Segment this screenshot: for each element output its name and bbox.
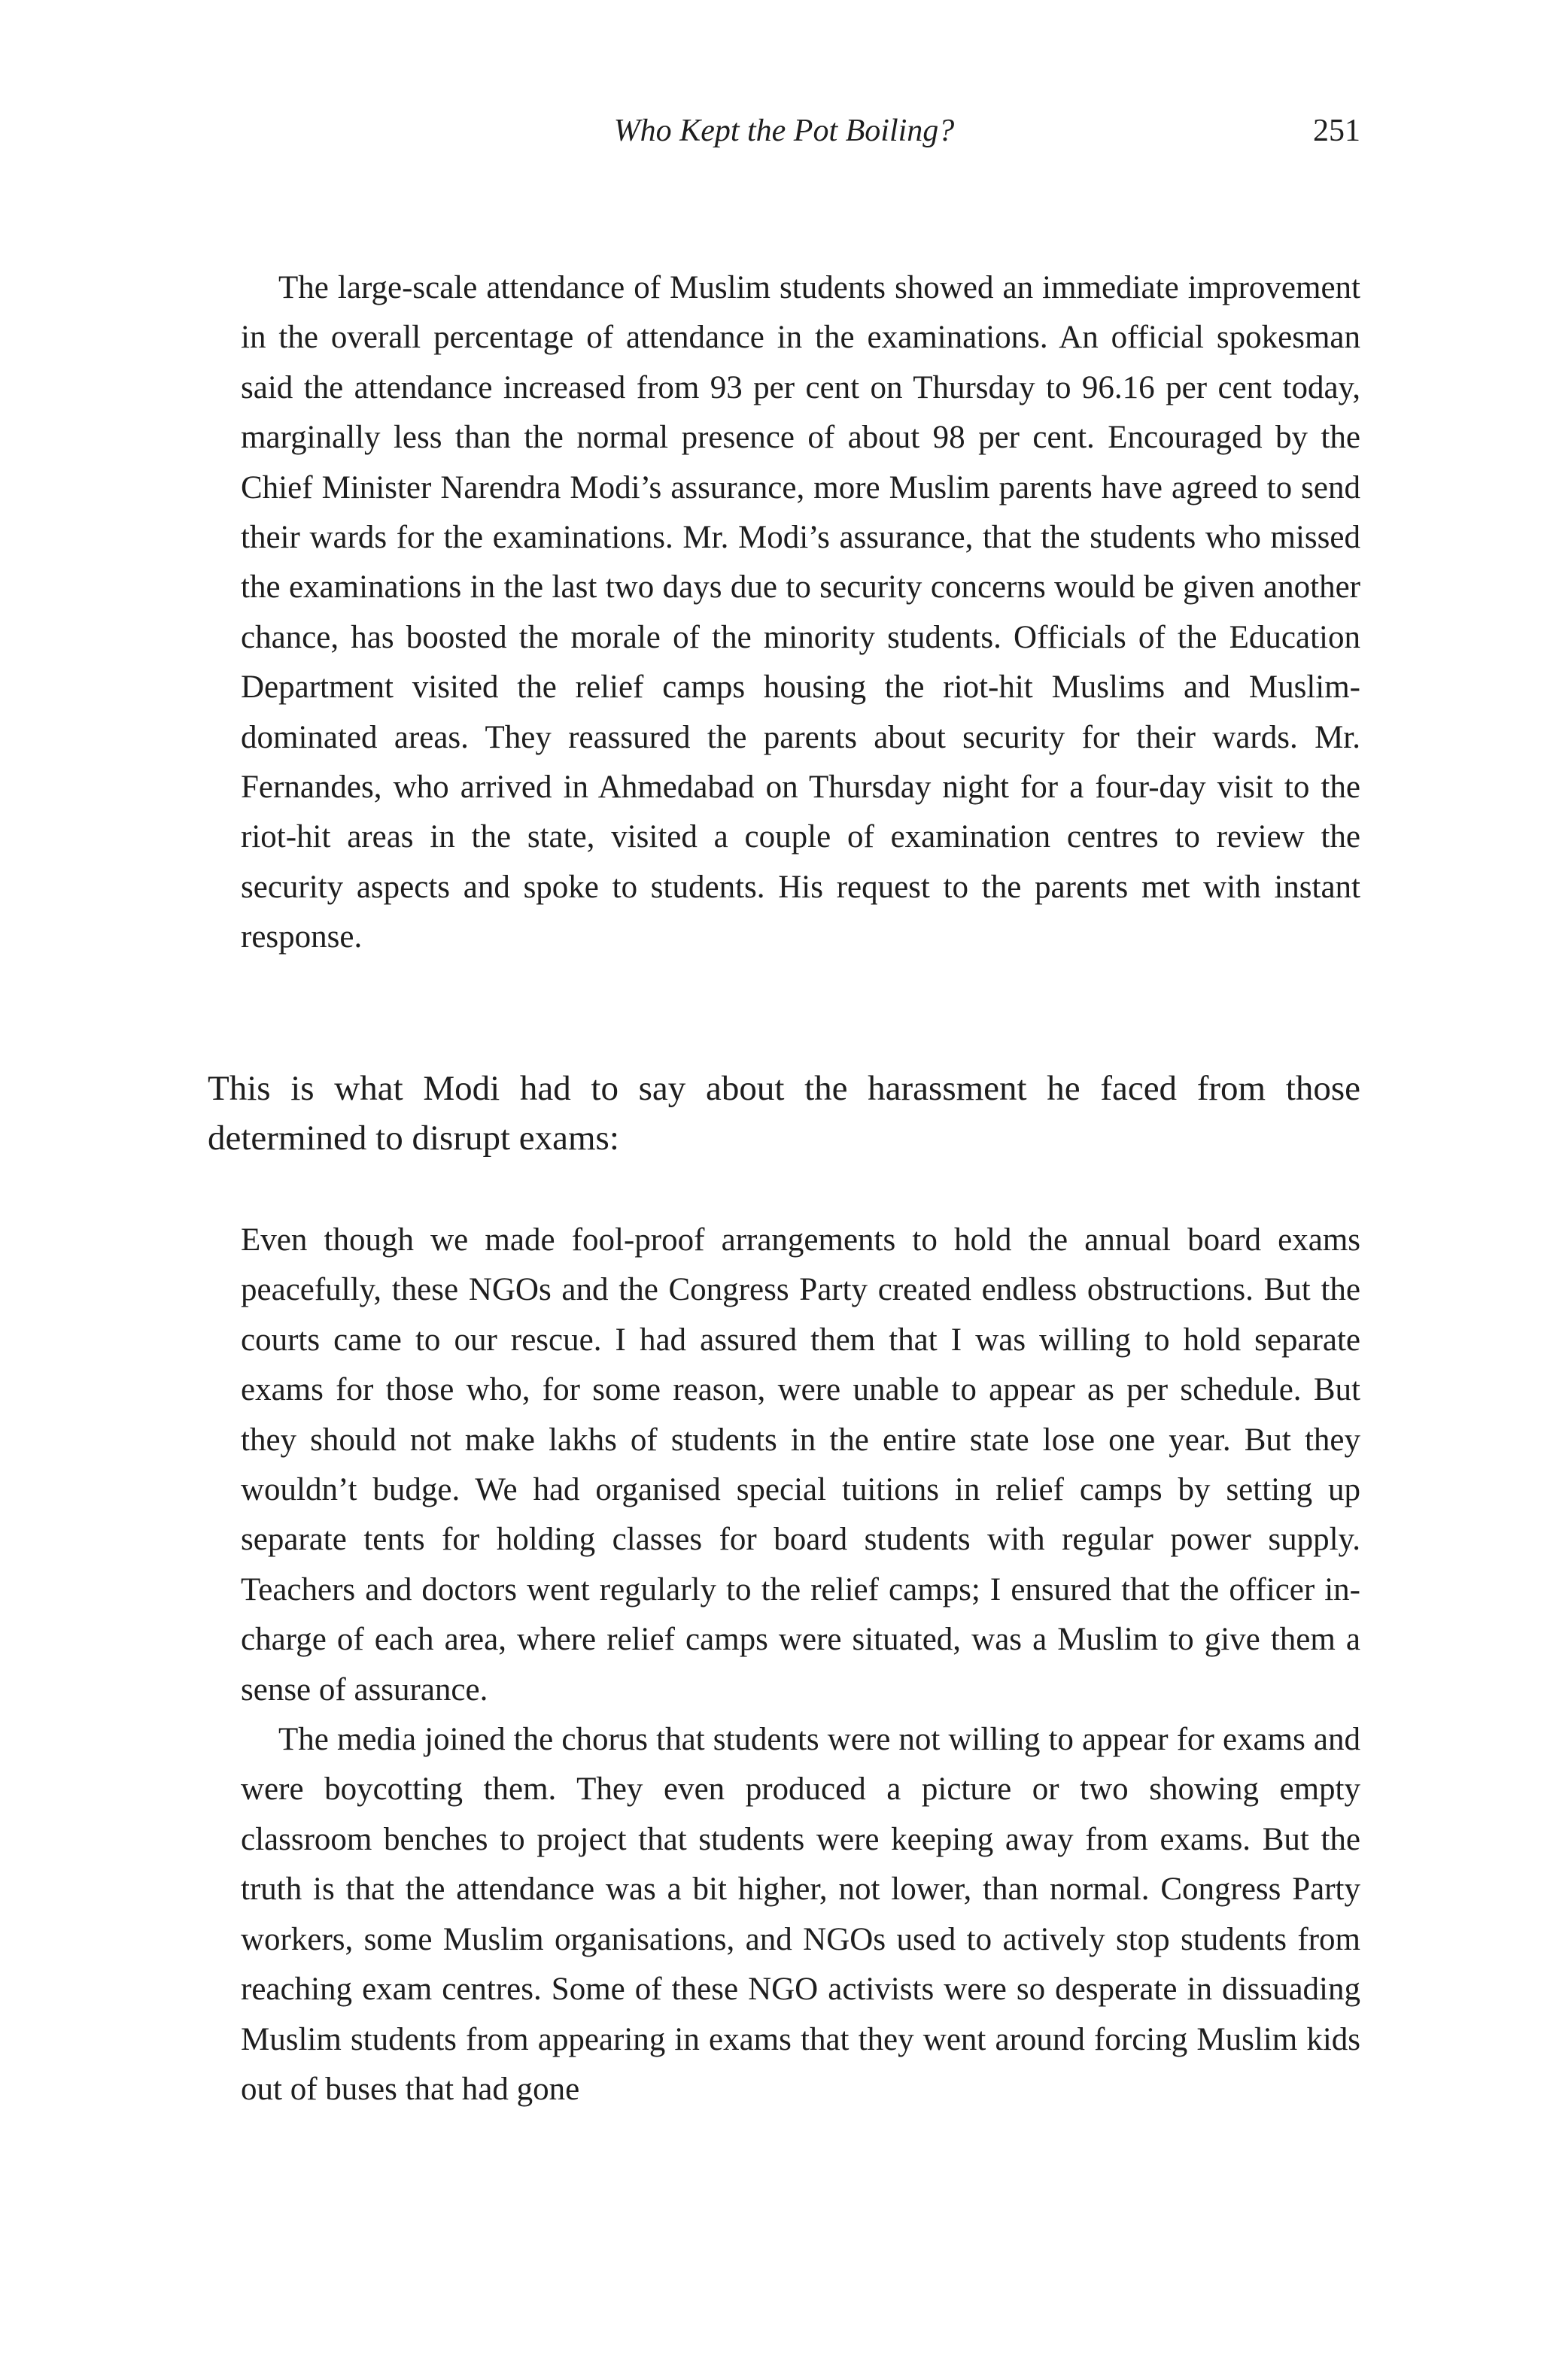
running-head [208, 113, 1360, 158]
quote-paragraph: Even though we made fool-proof arrangements to hold the annual board exams peacefully, these NGOs and the Congress Party created endless obstructions. But the courts came to our rescue. I had assured them that I was willing to hold separate exams for those who, for some reason, were unable to appear as per schedule. But they should not make lakhs of students in the entire state lose one year. But they wouldn’t budge. We had organised special tuitions in relief camps by setting up separate tents for holding classes for board students with regular power supply. Teachers and doctors went regularly to the relief camps; I ensured that the officer in-charge of each area, where relief camps were situated, was a Muslim to give them a sense of assurance. [241, 1222, 1360, 1708]
quote-paragraph: The media joined the chorus that students were not willing to appear for exams and were boycotting them. They even produced a picture or two showing empty classroom benches to project that students were keeping away from exams. But the truth is that the attendance was a bit higher, not lower, than normal. Congress Party workers, some Muslim organisations, and NGOs used to actively stop students from reaching exam centres. Some of these NGO activists were so desperate in dissuading Muslim students from appearing in exams that they went around forcing Muslim kids out of buses that had gone [241, 1722, 1360, 2107]
block-quote-news-report [241, 263, 1360, 963]
running-title: Who Kept the Pot Boiling? [613, 114, 955, 148]
block-quote-modi-statement [241, 1216, 1360, 2114]
body-paragraph: This is what Modi had to say about the harassment he faced from those determined to disrupt exams: [208, 1069, 1360, 1158]
page-number: 251 [1313, 114, 1360, 148]
quote-paragraph: The large-scale attendance of Muslim students showed an immediate improvement in the overall percentage of attendance in the examinations. An official spokesman said the attendance increased from 93 per cent on Thursday to 96.16 per cent today, marginally less than the normal presence of about 98 per cent. Encouraged by the Chief Minister Narendra Modi’s assurance, more Muslim parents have agreed to send their wards for the examinations. Mr. Modi’s assurance, that the students who missed the examinations in the last two days due to security concerns would be given another chance, has boosted the morale of the minority students. Officials of the Education Department visited the relief camps housing the riot-hit Muslims and Muslim-dominated areas. They reassured the parents about security for their wards. Mr. Fernandes, who arrived in Ahmedabad on Thursday night for a four-day visit to the riot-hit areas in the state, visited a couple of examination centres to review the security aspects and spoke to students. His request to the parents met with instant response. [241, 270, 1360, 955]
